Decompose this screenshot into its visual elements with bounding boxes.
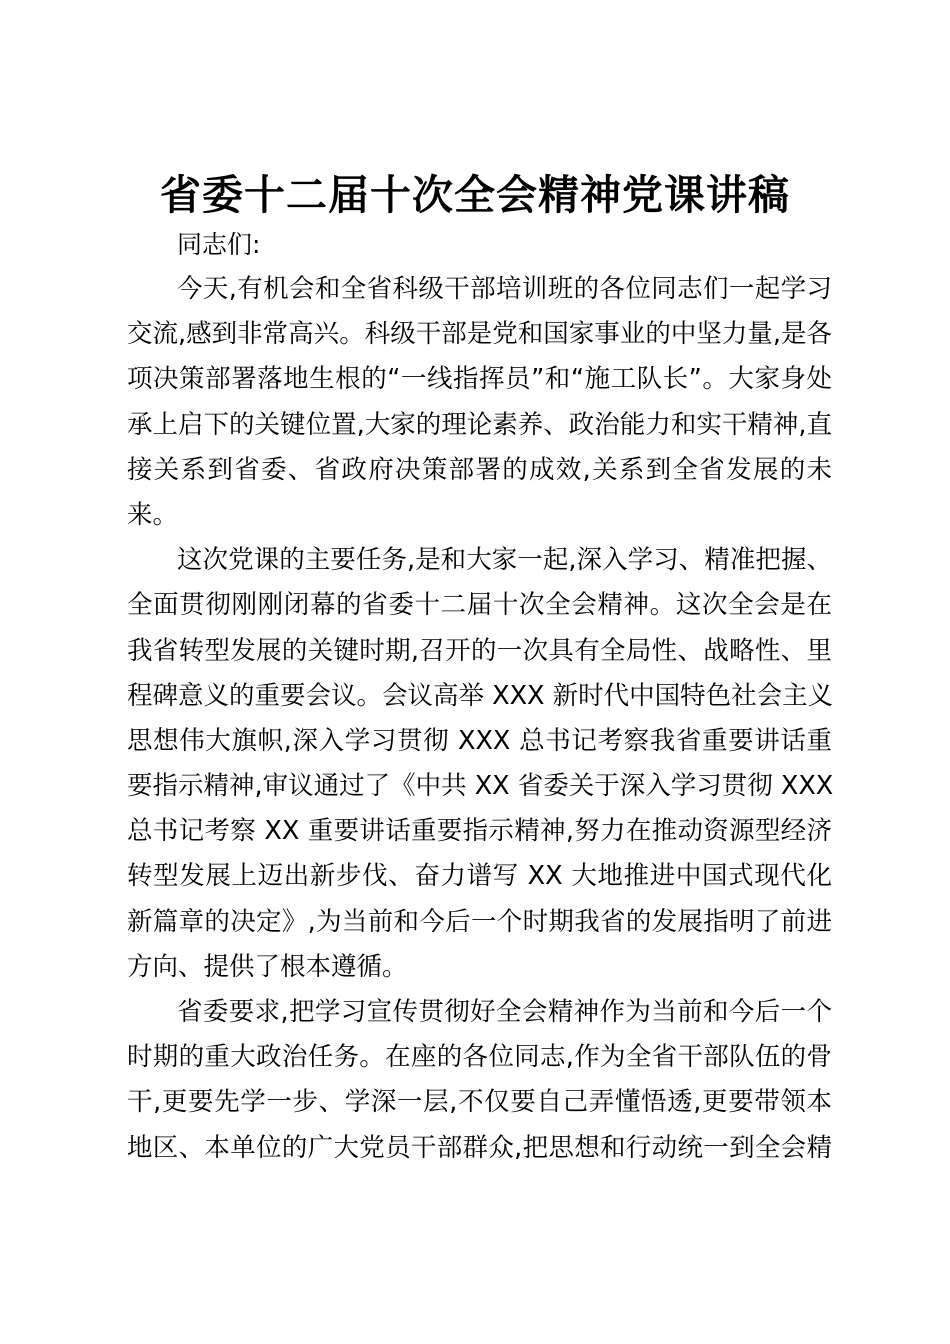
paragraph-line: 来。	[127, 499, 179, 530]
paragraph-line: 接关系到省委、省政府决策部署的成效,关系到全省发展的未	[127, 454, 832, 485]
paragraph-line: 新篇章的决定》,为当前和今后一个时期我省的发展指明了前进	[127, 906, 832, 937]
paragraph-1	[127, 267, 832, 538]
paragraph-line: 全面贯彻刚刚闭幕的省委十二届十次全会精神。这次全会是在	[127, 590, 832, 621]
document-title: 省委十二届十次全会精神党课讲稿	[160, 171, 790, 219]
paragraph-line: 省委要求,把学习宣传贯彻好全会精神作为当前和今后一个	[177, 997, 832, 1027]
paragraph-line: 总书记考察 XX 重要讲话重要指示精神,努力在推动资源型经济	[127, 816, 832, 847]
paragraph-line: 项决策部署落地生根的“一线指挥员”和“施工队长”。大家身处	[127, 364, 832, 395]
paragraph-3	[127, 990, 832, 1171]
paragraph-line: 承上启下的关键位置,大家的理论素养、政治能力和实干精神,直	[127, 409, 832, 440]
salutation: 同志们:	[177, 230, 261, 259]
paragraph-line: 时期的重大政治任务。在座的各位同志,作为全省干部队伍的骨	[127, 1042, 832, 1073]
paragraph-line: 这次党课的主要任务,是和大家一起,深入学习、精准把握、	[177, 545, 832, 576]
paragraph-line: 干,更要先学一步、学深一层,不仅要自己弄懂悟透,更要带领本	[127, 1087, 832, 1118]
paragraph-line: 思想伟大旗帜,深入学习贯彻 XXX 总书记考察我省重要讲话重	[127, 725, 832, 756]
paragraph-line: 方向、提供了根本遵循。	[127, 951, 408, 982]
paragraph-line: 要指示精神,审议通过了《中共 XX 省委关于深入学习贯彻 XXX	[127, 771, 834, 802]
paragraph-line: 交流,感到非常高兴。科级干部是党和国家事业的中坚力量,是各	[127, 319, 832, 350]
paragraph-line: 转型发展上迈出新步伐、奋力谱写 XX 大地推进中国式现代化	[127, 861, 832, 892]
document-body	[127, 223, 832, 1171]
paragraph-line: 地区、本单位的广大党员干部群众,把思想和行动统一到全会精	[127, 1132, 832, 1163]
paragraph-line: 程碑意义的重要会议。会议高举 XXX 新时代中国特色社会主义	[127, 680, 834, 711]
paragraph-line: 我省转型发展的关键时期,召开的一次具有全局性、战略性、里	[127, 635, 832, 666]
paragraph-line: 今天,有机会和全省科级干部培训班的各位同志们一起学习	[177, 274, 832, 304]
paragraph-2	[127, 538, 832, 990]
